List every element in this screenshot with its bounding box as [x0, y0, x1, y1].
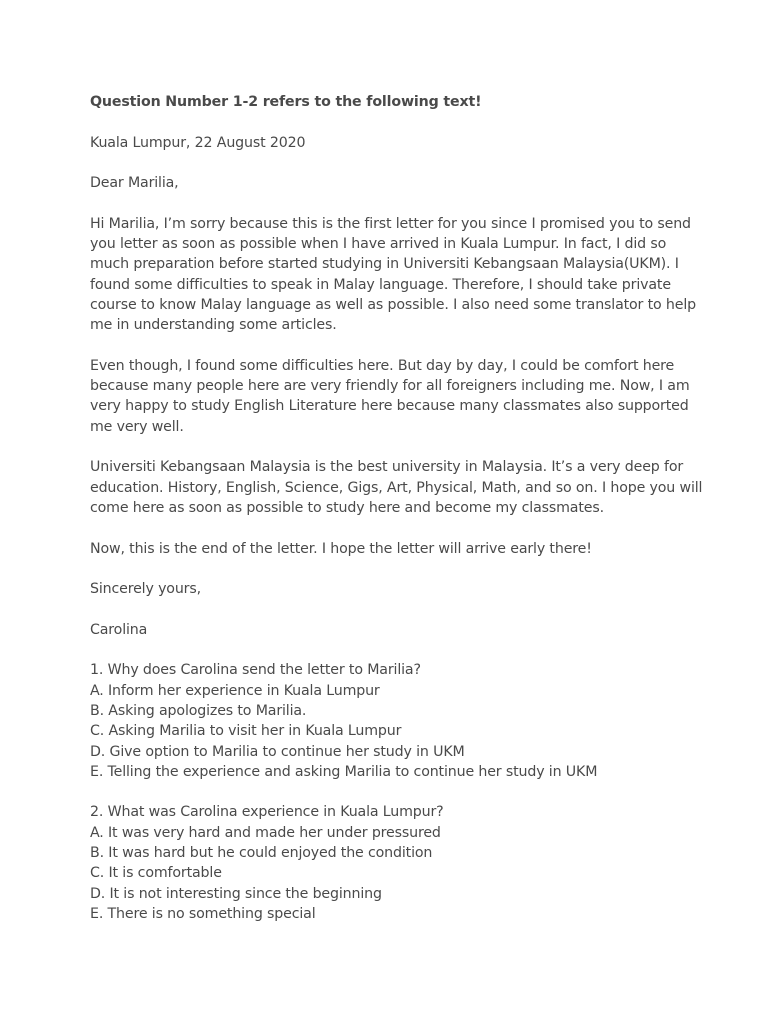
question-stem: 1. Why does Carolina send the letter to Marilia?	[90, 662, 421, 679]
question-heading: Question Number 1-2 refers to the following text!	[90, 94, 482, 110]
answer-option: B. Asking apologizes to Marilia.	[90, 702, 307, 719]
answer-option: C. Asking Marilia to visit her in Kuala Lumpur	[90, 723, 402, 740]
answer-option: C. It is comfortable	[90, 865, 222, 882]
letter-closing: Sincerely yours,	[90, 581, 201, 598]
answer-option: A. It was very hard and made her under pressured	[90, 824, 441, 841]
question-1	[90, 660, 690, 782]
paragraph-line: Universiti Kebangsaan Malaysia is the best university in Malaysia. It’s a very deep for	[90, 459, 684, 476]
paragraph-line: me in understanding some articles.	[90, 317, 337, 334]
letter-paragraph-4	[90, 539, 690, 559]
paragraph-line: Now, this is the end of the letter. I hope the letter will arrive early there!	[90, 540, 592, 557]
letter-signature: Carolina	[90, 621, 148, 638]
paragraph-line: course to know Malay language as well as possible. I also need some translator to help	[90, 296, 696, 313]
paragraph-line: Even though, I found some difficulties here. But day by day, I could be comfort here	[90, 357, 675, 374]
answer-option: E. There is no something special	[90, 905, 316, 922]
answer-option: E. Telling the experience and asking Marilia to continue her study in UKM	[90, 763, 598, 780]
question-stem: 2. What was Carolina experience in Kuala Lumpur?	[90, 804, 444, 821]
paragraph-line: because many people here are very friendly for all foreigners including me. Now, I am	[90, 378, 690, 395]
paragraph-line: come here as soon as possible to study here and become my classmates.	[90, 499, 604, 516]
letter-paragraph-1	[90, 214, 696, 336]
answer-option: A. Inform her experience in Kuala Lumpur	[90, 682, 380, 699]
paragraph-line: found some difficulties to speak in Malay language. Therefore, I should take private	[90, 276, 671, 293]
letter-paragraph-3	[90, 457, 703, 518]
question-2	[90, 802, 690, 924]
letter-date: Kuala Lumpur, 22 August 2020	[90, 134, 306, 151]
letter-paragraph-2	[90, 356, 690, 437]
paragraph-line: Hi Marilia, I’m sorry because this is the first letter for you since I promised you to send	[90, 215, 691, 232]
letter-salutation: Dear Marilia,	[90, 175, 179, 192]
answer-option: D. Give option to Marilia to continue her study in UKM	[90, 743, 465, 760]
paragraph-line: much preparation before started studying in Universiti Kebangsaan Malaysia(UKM). I	[90, 256, 679, 273]
document-page	[90, 92, 703, 944]
paragraph-line: education. History, English, Science, Gigs, Art, Physical, Math, and so on. I hope you will	[90, 479, 703, 496]
paragraph-line: you letter as soon as possible when I have arrived in Kuala Lumpur. In fact, I did so	[90, 236, 667, 253]
answer-option: D. It is not interesting since the beginning	[90, 885, 382, 902]
paragraph-line: me very well.	[90, 418, 184, 435]
answer-option: B. It was hard but he could enjoyed the condition	[90, 844, 433, 861]
paragraph-line: very happy to study English Literature here because many classmates also supported	[90, 398, 689, 415]
